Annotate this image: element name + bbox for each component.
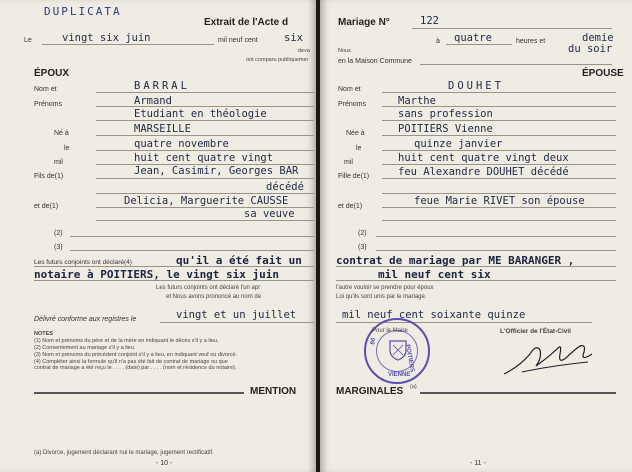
epoux-header: ÉPOUX — [34, 68, 70, 79]
le-label: le — [64, 145, 70, 152]
note-line: contrat de mariage a été reçu le . . . . (date) par . . . . (nom et résidence du notaire). — [34, 365, 237, 372]
page-number-left: - 10 - — [156, 460, 173, 467]
duplicata-stamp: DUPLICATA — [44, 5, 122, 18]
epouse-header: ÉPOUSE — [582, 68, 624, 79]
officier-signature — [500, 336, 600, 380]
et-de-label: et de(1) — [34, 203, 59, 210]
contrat-line1: qu'il a été fait un — [176, 254, 302, 267]
note-line: (3) Nom et prénoms du précédent conjoint s'il y a lieu, en indiquant veuf ou divorcé. — [34, 351, 238, 358]
date-mil-label: mil neuf cent — [218, 37, 258, 44]
stamp-top-text: POITIERS — [404, 344, 415, 373]
nous-label: Nous — [338, 48, 351, 54]
time-soir: du soir — [568, 43, 613, 55]
date-day: vingt six juin — [62, 32, 151, 44]
coat-of-arms-icon — [386, 338, 410, 362]
contrat-line2: notaire à POITIERS, le vingt six juin — [34, 268, 280, 281]
publiquement-label: ont comparu publiquemer — [246, 57, 309, 63]
footnote: (a) Divorce, jugement déclarant nul le mariage, jugement rectificatif. — [34, 450, 214, 456]
mil-label-right: mil — [344, 159, 353, 166]
nom-label: Nom et — [34, 86, 57, 93]
epoux-prenom: Armand — [134, 95, 172, 107]
contrat-line1-right: contrat de mariage par ME BARANGER , — [336, 254, 575, 267]
ref2-label: (2) — [54, 230, 63, 237]
epoux-pere-statut: décédé — [266, 181, 304, 193]
epouse-prenom: Marthe — [398, 95, 436, 107]
ref2-label-right: (2) — [358, 230, 367, 237]
epouse-mere: feue Marie RIVET son épouse — [414, 195, 585, 207]
contrat-label: Les futurs conjoints ont déclaré(4) — [34, 259, 132, 266]
epouse-pere: feu Alexandre DOUHET décédé — [398, 166, 569, 178]
nom-label-right: Nom et — [338, 86, 361, 93]
date-label: Le — [24, 37, 32, 44]
maire-label: Pour le Maire — [372, 328, 408, 334]
epoux-nom: BARRAL — [134, 80, 190, 92]
epouse-profession: sans profession — [398, 108, 493, 120]
time-heures-label: heures et — [516, 38, 546, 45]
note-line: (4) Compléter ainsi la formule qu'il n'a pas été fait de contrat de mariage ou que — [34, 358, 228, 365]
epouse-nom: DOUHET — [448, 80, 504, 92]
delivre-label: Délivré conforme aux registres le — [34, 316, 137, 323]
ref3-label: (3) — [54, 244, 63, 251]
autre-line2: Loi qu'ils sont unis par le mariage. — [336, 294, 427, 300]
time-a-label: à — [436, 38, 440, 45]
note-line: (2) Consentement au mariage s'il y a lieu. — [34, 344, 136, 351]
devant-label: deva — [298, 48, 310, 54]
marginales-ref: (a) — [410, 384, 417, 390]
mil-label: mil — [54, 159, 63, 166]
date-year-fragment: six — [284, 32, 303, 44]
maison-label: en la Maison Commune — [338, 58, 412, 65]
epoux-lieu-naissance: MARSEILLE — [134, 123, 191, 135]
ref3-label-right: (3) — [358, 244, 367, 251]
page-title: Extrait de l'Acte d — [204, 17, 289, 28]
right-page — [320, 0, 632, 472]
epoux-mere-statut: sa veuve — [244, 208, 295, 220]
stamp-bottom-text: VIENNE — [388, 372, 411, 378]
mariage-label: Mariage N° — [338, 17, 390, 28]
delivre-value-left: vingt et un juillet — [176, 309, 297, 321]
prenoms-label-right: Prénoms — [338, 101, 367, 108]
stamp-num-text: 86 — [370, 337, 378, 346]
epouse-annee-naissance: huit cent quatre vingt deux — [398, 152, 569, 164]
time-hour: quatre — [454, 32, 492, 44]
epouse-lieu-naissance: POITIERS Vienne — [398, 123, 493, 135]
epoux-mere: Delicia, Marguerite CAUSSE — [124, 195, 289, 207]
fille-de-label: Fille de(1) — [338, 173, 370, 180]
futurs-line2: et Nous avons prononcé au nom de — [166, 294, 262, 300]
le-label-right: le — [356, 145, 362, 152]
autre-line1: l'autre vouloir se prendre pour époux — [336, 285, 434, 291]
epoux-annee-naissance: huit cent quatre vingt — [134, 152, 274, 164]
nee-a-label: Née à — [346, 130, 365, 137]
ne-a-label: Né à — [54, 130, 69, 137]
mariage-number: 122 — [420, 15, 439, 27]
epouse-date-naissance: quinze janvier — [414, 138, 503, 150]
et-de-label-right: et de(1) — [338, 203, 363, 210]
officier-label: L'Officier de l'État-Civil — [500, 328, 571, 335]
note-line: (1) Nom et prénoms du père et de la mère en indiquant le décès s'il y a lieu. — [34, 337, 219, 344]
page-number-right: - 11 - — [470, 460, 486, 467]
epoux-pere: Jean, Casimir, Georges BAR — [134, 165, 299, 177]
epoux-date-naissance: quatre novembre — [134, 138, 229, 150]
contrat-line2-right: mil neuf cent six — [378, 268, 491, 281]
prenoms-label: Prénoms — [34, 101, 63, 108]
fils-de-label: Fils de(1) — [34, 173, 64, 180]
time-demie: demie — [582, 32, 614, 44]
futurs-line1: Les futurs conjoints ont déclaré l'un apr — [156, 285, 261, 291]
notes-title: NOTES — [34, 331, 53, 337]
notes-block — [34, 331, 237, 372]
marginales-heading: MARGINALES — [336, 386, 404, 397]
epoux-profession: Etudiant en théologie — [134, 108, 267, 120]
mention-heading: MENTION — [250, 386, 297, 397]
delivre-value-right: mil neuf cent soixante quinze — [342, 309, 526, 321]
